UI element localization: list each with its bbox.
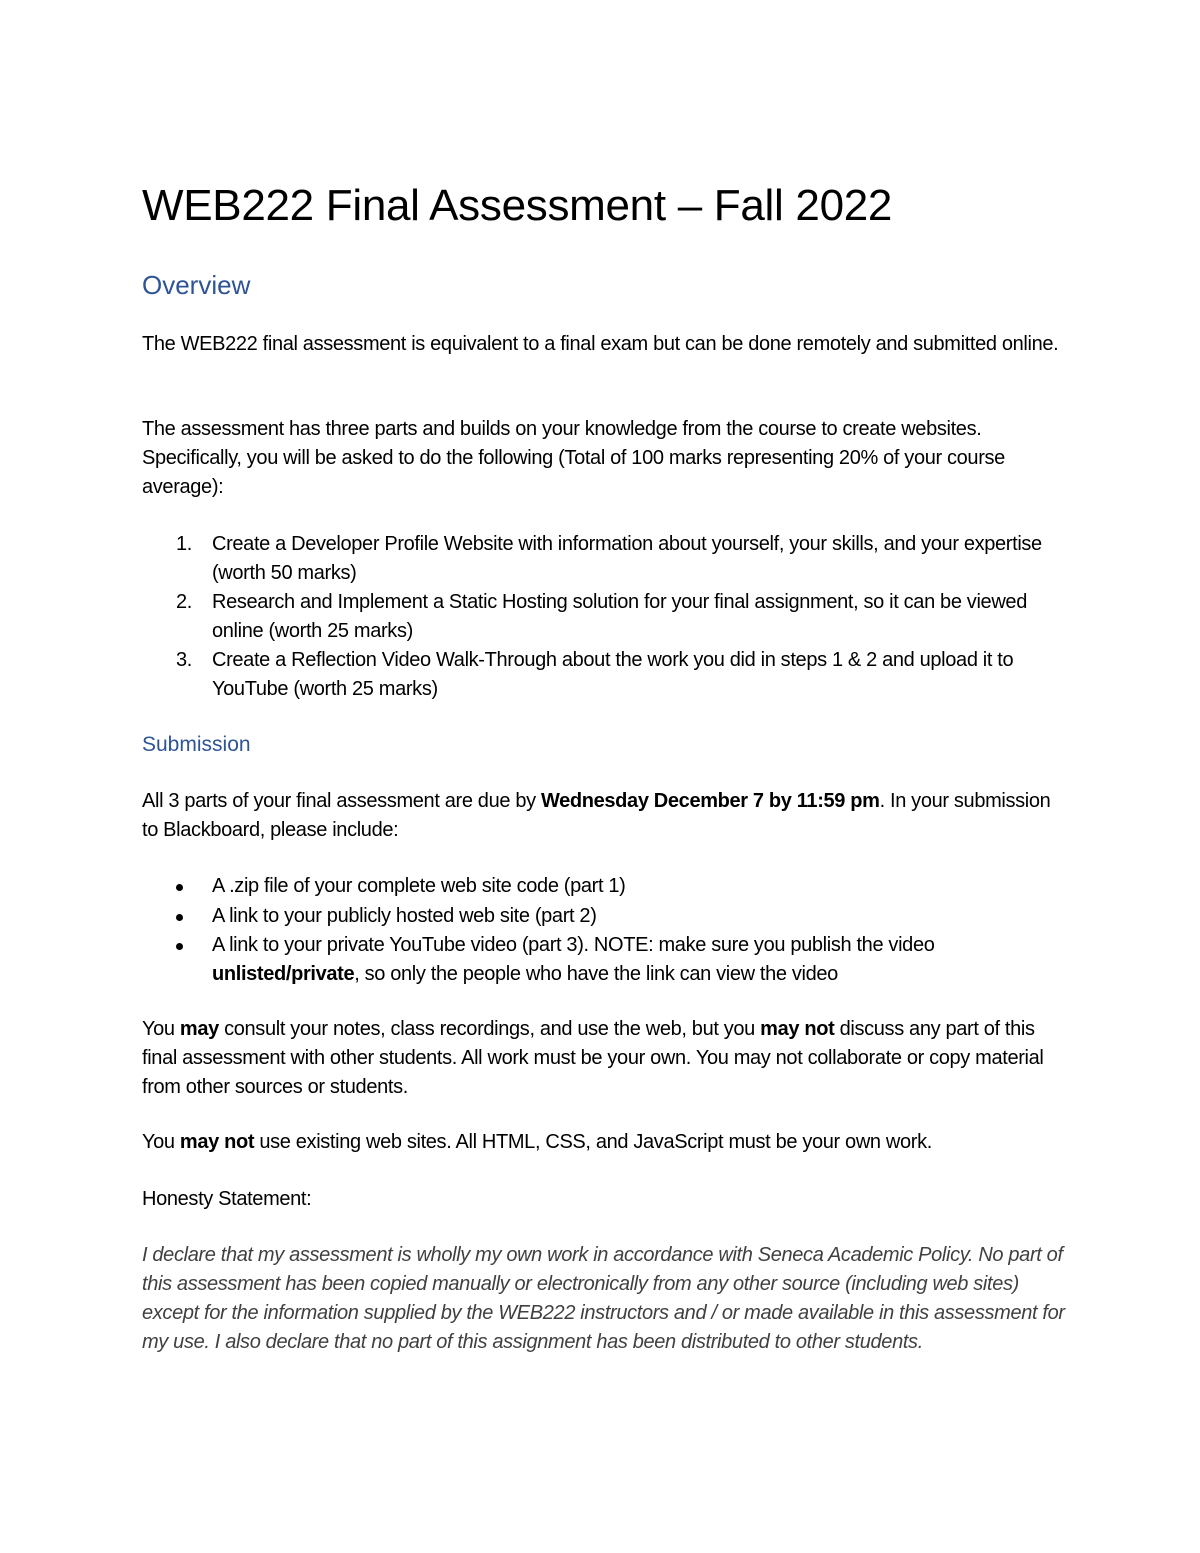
consult-text-3: discuss any part of this final assessment with other students. All work must be your own. You may not collaborate or copy material from other sources or students.: [142, 1018, 1044, 1098]
no-existing-sites-paragraph: [142, 1128, 1067, 1157]
list-item-text-before: A link to your private YouTube video (part 3). NOTE: make sure you publish the video: [212, 934, 935, 956]
list-item: [142, 872, 1067, 901]
overview-paragraph-2: The assessment has three parts and builds on your knowledge from the course to create websites. Specifically, you will be asked to do the following (Total of 100 marks representing 20% of your course average):: [142, 418, 1005, 498]
list-item-text: Create a Reflection Video Walk-Through about the work you did in steps 1 & 2 and upload it to YouTube (worth 25 marks): [212, 649, 1014, 700]
bullet-icon: [176, 914, 183, 921]
list-item-text: A .zip file of your complete web site code (part 1): [212, 875, 626, 897]
honesty-statement-label: Honesty Statement:: [142, 1188, 312, 1210]
due-date: Wednesday December 7 by 11:59 pm: [540, 790, 880, 812]
due-prefix: All 3 parts of your final assessment are due by: [142, 790, 541, 812]
assessment-parts-list: [142, 530, 1067, 704]
bullet-icon: [176, 943, 183, 950]
no-existing-text-1: You: [142, 1131, 180, 1153]
list-number: 2.: [176, 591, 192, 613]
document-title: WEB222 Final Assessment – Fall 2022: [142, 181, 893, 230]
list-item-text: A link to your publicly hosted web site (part 2): [212, 904, 597, 927]
submission-heading: Submission: [142, 733, 251, 756]
due-suffix: . In your submission to Blackboard, please include:: [142, 790, 1051, 841]
list-item-text: Research and Implement a Static Hosting solution for your final assignment, so it can be viewed online (worth 25 marks): [212, 591, 1027, 642]
list-number: 1.: [176, 533, 192, 555]
list-item: [142, 931, 1067, 988]
bullet-icon: [176, 884, 183, 891]
list-item-bold: unlisted/private: [212, 962, 355, 985]
consult-paragraph: [142, 1015, 1067, 1102]
submission-due-paragraph: [142, 787, 1067, 845]
no-existing-bold: may not: [179, 1131, 255, 1153]
overview-heading: Overview: [142, 270, 251, 300]
consult-text-2: consult your notes, class recordings, and use the web, but you: [218, 1018, 761, 1040]
consult-bold-2: may not: [760, 1018, 835, 1040]
list-item-text: Create a Developer Profile Website with information about yourself, your skills, and your expertise (worth 50 marks): [212, 533, 1042, 584]
consult-bold-1: may: [179, 1018, 219, 1040]
list-item: [142, 902, 1067, 931]
list-item: [142, 646, 1067, 703]
list-item: [142, 588, 1067, 645]
overview-paragraph-1: The WEB222 final assessment is equivalent to a final exam but can be done remotely and submitted online.: [142, 333, 1059, 355]
no-existing-text-2: use existing web sites. All HTML, CSS, and JavaScript must be your own work.: [254, 1131, 932, 1153]
list-number: 3.: [176, 649, 192, 671]
honesty-statement-text: I declare that my assessment is wholly my own work in accordance with Seneca Academic Policy. No part of this assessment has been copied manually or electronically from any other source (including web sites) except for the information supplied by the WEB222 instructors and / or made available in this assessment for my use. I also declare that no part of this assignment has been distributed to other students.: [142, 1244, 1065, 1353]
list-item-text-after: , so only the people who have the link can view the video: [354, 962, 838, 985]
submission-items-list: [142, 872, 1067, 989]
consult-text-1: You: [142, 1018, 180, 1040]
list-item: [142, 530, 1067, 587]
